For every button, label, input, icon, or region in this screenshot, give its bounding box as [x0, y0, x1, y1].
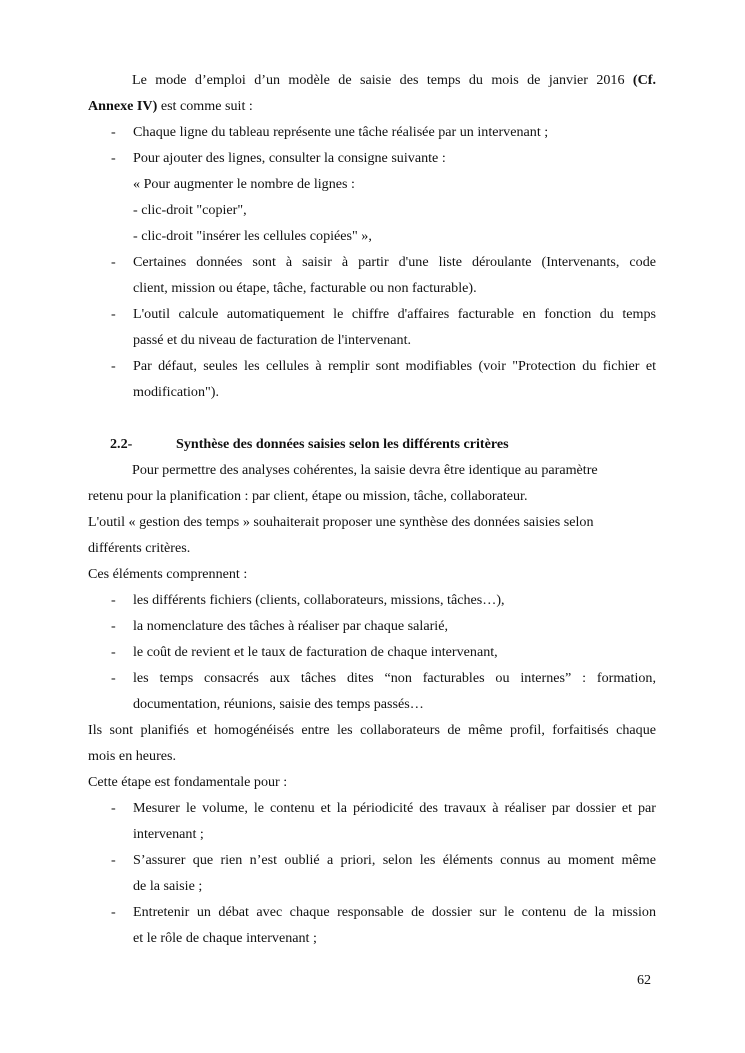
list-item-continuation: - clic-droit "copier", — [133, 202, 247, 218]
annex-reference: (Cf. — [632, 72, 656, 88]
list-item-continuation: documentation, réunions, saisie des temps passés… — [133, 696, 424, 712]
list-item-text: Pour ajouter des lignes, consulter la consigne suivante : — [133, 150, 446, 166]
list-item — [88, 795, 656, 821]
list-item-text: Par défaut, seules les cellules à remplir sont modifiables (voir "Protection du fichier et — [133, 358, 656, 374]
bullet-dash: - — [111, 124, 116, 140]
intro-text-end: est comme suit : — [157, 98, 253, 114]
list-item-continuation: client, mission ou étape, tâche, facturable ou non facturable). — [133, 280, 477, 296]
list-item — [88, 847, 656, 873]
paragraph-line: Ces éléments comprennent : — [88, 566, 248, 582]
list-item-text: le coût de revient et le taux de facturation de chaque intervenant, — [133, 644, 498, 660]
list-item-continuation: passé et du niveau de facturation de l'intervenant. — [133, 332, 412, 348]
bullet-dash: - — [111, 358, 116, 374]
list-item — [88, 639, 656, 665]
spacer — [88, 405, 656, 431]
intro-line-1 — [88, 67, 656, 93]
paragraph-line: Ils sont planifiés et homogénéisés entre les collaborateurs de même profil, forfaitisés chaque — [88, 722, 656, 738]
list-item-text: Chaque ligne du tableau représente une tâche réalisée par un intervenant ; — [133, 124, 549, 140]
intro-line-2 — [88, 93, 656, 119]
bullet-dash: - — [111, 150, 116, 166]
paragraph-line: Cette étape est fondamentale pour : — [88, 774, 288, 790]
list-item-text: la nomenclature des tâches à réaliser par chaque salarié, — [133, 618, 448, 634]
list-item — [88, 613, 656, 639]
list-item-continuation: « Pour augmenter le nombre de lignes : — [133, 176, 355, 192]
section-heading — [88, 431, 656, 457]
list-item-continuation: intervenant ; — [133, 826, 204, 842]
bullet-dash: - — [111, 670, 116, 686]
list-item — [88, 119, 656, 145]
list-item — [88, 665, 656, 691]
list-item — [88, 145, 656, 171]
list-item — [88, 301, 656, 327]
list-item-text: Entretenir un débat avec chaque responsable de dossier sur le contenu de la mission — [133, 904, 656, 920]
list-item-continuation: modification"). — [133, 384, 219, 400]
bullet-dash: - — [111, 592, 116, 608]
bullet-dash: - — [111, 904, 116, 920]
bullet-dash: - — [111, 306, 116, 322]
list-item-text: L'outil calcule automatiquement le chiffre d'affaires facturable en fonction du temps — [133, 306, 656, 322]
paragraph-line: mois en heures. — [88, 748, 177, 764]
list-item — [88, 899, 656, 925]
bullet-dash: - — [111, 254, 116, 270]
list-item-text: les temps consacrés aux tâches dites “non facturables ou internes” : formation, — [133, 670, 656, 686]
section-number: 2.2- — [110, 436, 133, 452]
list-item — [88, 353, 656, 379]
list-item-text: les différents fichiers (clients, collaborateurs, missions, tâches…), — [133, 592, 505, 608]
page-number: 62 — [637, 972, 652, 988]
bullet-dash: - — [111, 852, 116, 868]
list-item-continuation: et le rôle de chaque intervenant ; — [133, 930, 317, 946]
bullet-dash: - — [111, 618, 116, 634]
list-item — [88, 249, 656, 275]
annex-reference-cont: Annexe IV) — [88, 98, 158, 114]
bullet-dash: - — [111, 644, 116, 660]
list-item — [88, 587, 656, 613]
bullet-dash: - — [111, 800, 116, 816]
section-title: Synthèse des données saisies selon les différents critères — [176, 436, 509, 452]
intro-text: Le mode d’emploi d’un modèle de saisie des temps du mois de janvier 2016 — [132, 72, 633, 88]
list-item-text: S’assurer que rien n’est oublié a priori, selon les éléments connus au moment même — [133, 852, 656, 868]
list-item-text: Certaines données sont à saisir à partir d'une liste déroulante (Intervenants, code — [133, 254, 656, 270]
paragraph-line: L'outil « gestion des temps » souhaiterait proposer une synthèse des données saisies selon — [88, 514, 594, 530]
list-item-continuation: - clic-droit "insérer les cellules copiées" », — [133, 228, 372, 244]
document-body — [88, 67, 656, 951]
list-item-text: Mesurer le volume, le contenu et la périodicité des travaux à réaliser par dossier et par — [133, 800, 656, 816]
list-item-continuation: de la saisie ; — [133, 878, 203, 894]
paragraph-line: Pour permettre des analyses cohérentes, la saisie devra être identique au paramètre — [132, 462, 598, 478]
paragraph-line: différents critères. — [88, 540, 191, 556]
paragraph-line: retenu pour la planification : par client, étape ou mission, tâche, collaborateur. — [88, 488, 528, 504]
